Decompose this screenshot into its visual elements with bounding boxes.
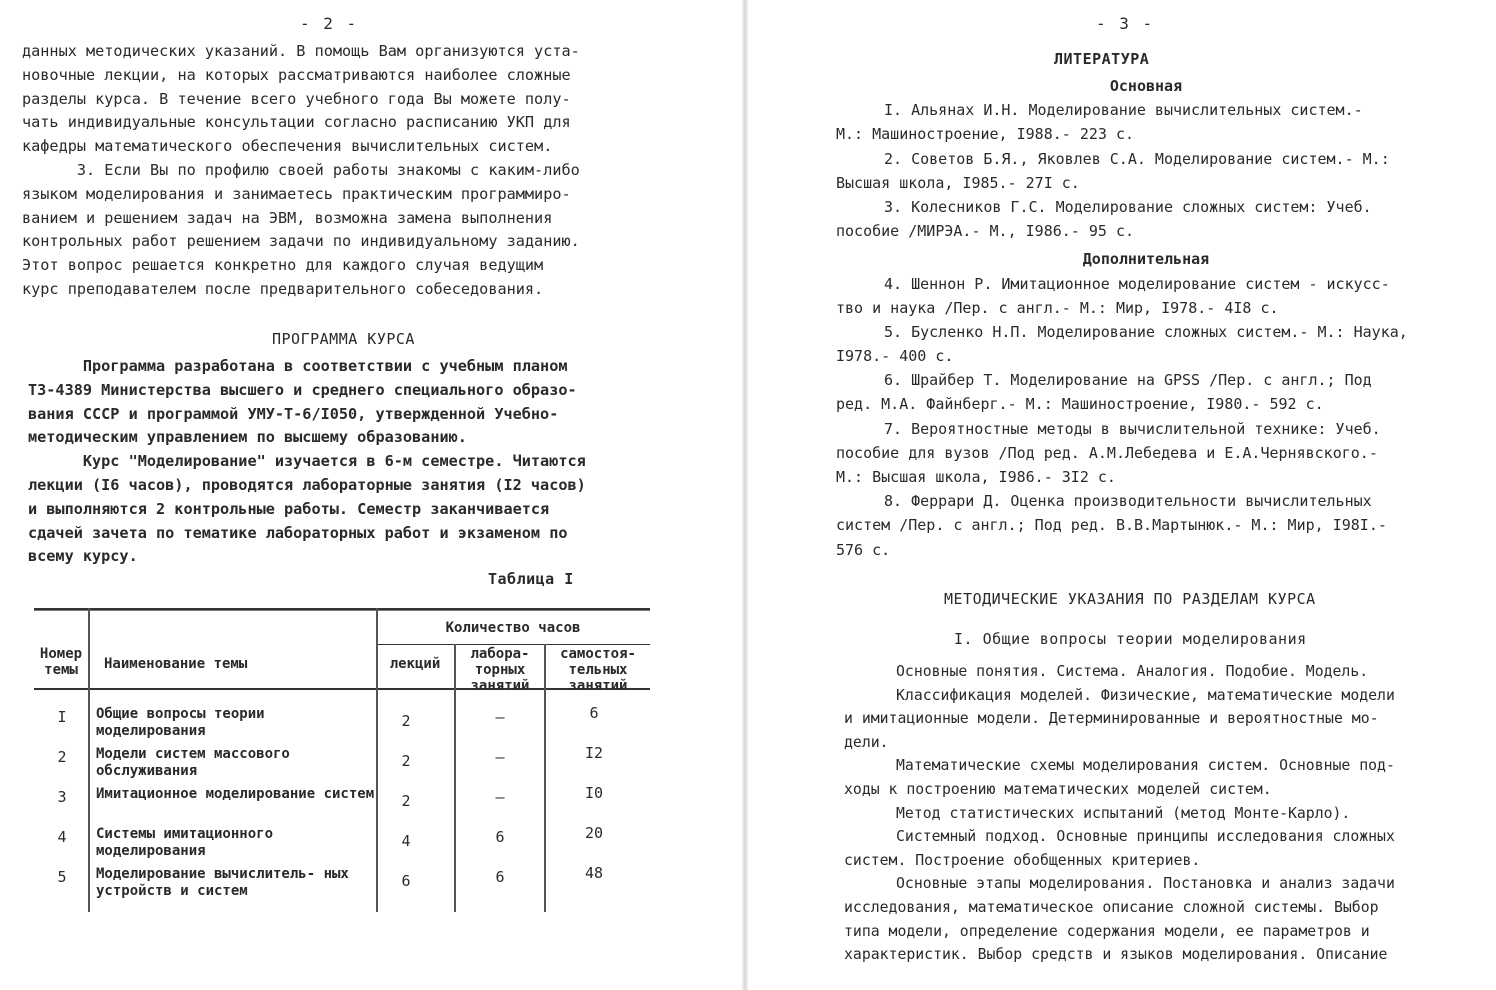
row-labs: – [495, 708, 505, 726]
table-subheader-rule [376, 644, 650, 645]
extra-refs-list [836, 272, 1456, 562]
row-lectures: 6 [401, 872, 411, 890]
text-line: вания СССР и программой УМУ-Т-6/I050, утвержденной Учебно- [28, 404, 559, 423]
method-line: типа модели, определение содержания модели, ее параметров и [844, 922, 1370, 940]
table-vline-4 [544, 644, 546, 912]
program-heading: ПРОГРАММА КУРСА [272, 330, 415, 348]
text-line: всему курсу. [28, 547, 138, 566]
row-lectures: 2 [401, 792, 411, 810]
row-lectures: 2 [401, 752, 411, 770]
table-vline-1 [88, 608, 90, 912]
row-lectures: 4 [401, 832, 411, 850]
reference-line: пособие /МИРЭА.- М., I986.- 95 с. [836, 222, 1135, 241]
text-line: контрольных работ решением задачи по индивидуальному заданию. [22, 232, 580, 251]
text-line: лекции (I6 часов), проводятся лабораторные занятия (I2 часов) [28, 475, 586, 494]
bibliography [836, 74, 1456, 562]
main-refs-list [836, 98, 1456, 243]
main-refs-heading: Основная [1109, 77, 1183, 95]
method-line: исследования, математическое описание сложной системы. Выбор [844, 898, 1379, 916]
reference-line: Высшая школа, I985.- 27I с. [836, 173, 1080, 192]
text-line: данных методических указаний. В помощь Вам организуются уста- [22, 42, 580, 60]
row-self: 6 [589, 704, 599, 722]
method-text [844, 660, 1395, 967]
header-labs: лабора- торных занятий [470, 646, 530, 694]
text-line: Программа разработана в соответствии с учебным планом [28, 357, 568, 375]
row-number: 5 [57, 868, 67, 886]
reference-line: тво и наука /Пер. с англ.- М.: Мир, I978.- 4I8 с. [836, 298, 1279, 317]
reference-first-line: I. Альянах И.Н. Моделирование вычислительных систем.- [884, 101, 1363, 120]
row-labs: 6 [495, 868, 505, 886]
text-line: языком моделирования и занимаетесь практическим программиро- [22, 184, 571, 203]
method-line: Математические схемы моделирования систем. Основные под- [896, 757, 1395, 775]
extra-refs-heading: Дополнительная [1082, 250, 1210, 269]
reference-first-line: 4. Шеннон Р. Имитационное моделирование систем - искусс- [884, 274, 1390, 293]
header-name: Наименование темы [104, 656, 248, 672]
text-line: курс преподавателем после предварительного собеседования. [22, 279, 544, 298]
header-hours: Количество часов [445, 620, 581, 636]
page-number-left: - 2 - [300, 14, 359, 33]
header-number: Номер темы [39, 646, 83, 678]
reference-line: М.: Высшая школа, I986.- 3I2 с. [836, 468, 1116, 486]
reference-first-line: 7. Вероятностные методы в вычислительной технике: Учеб. [884, 419, 1381, 438]
reference-first-line: 8. Феррари Д. Оценка производительности вычислительных [884, 492, 1372, 511]
row-name: Моделирование вычислитель- ных устройств и систем [96, 866, 349, 899]
method-line: ходы к построению математических моделей систем. [844, 780, 1272, 798]
header-self: самостоя- тельных занятий [560, 646, 636, 694]
method-heading: МЕТОДИЧЕСКИЕ УКАЗАНИЯ ПО РАЗДЕЛАМ КУРСА [944, 590, 1316, 608]
method-line: характеристик. Выбор средств и языков моделирования. Описание [844, 946, 1388, 964]
right-page [748, 0, 1496, 990]
table-vline-3 [454, 644, 456, 912]
course-table [34, 608, 650, 912]
header-lectures: лекций [389, 656, 441, 672]
text-line: чать индивидуальные консультации согласно расписанию УКП для [22, 113, 571, 132]
table-caption: Таблица I [488, 570, 574, 588]
text-line: и выполняются 2 контрольные работы. Семестр заканчивается [28, 499, 550, 518]
method-line: дели. [844, 733, 889, 751]
row-number: 4 [57, 828, 67, 846]
row-self: 48 [584, 864, 604, 882]
reference-line: пособие для вузов /Под ред. А.М.Лебедева и Е.А.Чернявского.- [836, 443, 1378, 462]
text-line: сдачей зачета по тематике лабораторных работ и экзаменом по [28, 523, 568, 542]
row-name: Системы имитационного моделирования [96, 826, 274, 859]
text-line: Курс "Моделирование" изучается в 6-м семестре. Читаются [28, 452, 586, 471]
text-line: методическим управлением по высшему образованию. [28, 428, 467, 447]
text-line: Этот вопрос решается конкретно для каждого случая ведущим [22, 256, 544, 275]
method-line: Основные понятия. Система. Аналогия. Подобие. Модель. [896, 663, 1369, 680]
row-name: Имитационное моделирование систем [96, 786, 375, 802]
table-top-rule-2 [34, 610, 650, 611]
literature-heading: ЛИТЕРАТУРА [1054, 50, 1150, 68]
left-page [0, 0, 742, 990]
page-number-right: - 3 - [1096, 14, 1155, 33]
reference-first-line: 5. Бусленко Н.П. Моделирование сложных систем.- М.: Наука, [884, 322, 1408, 341]
intro-text [22, 40, 580, 302]
reference-line: I978.- 400 с. [836, 347, 954, 366]
reference-line: М.: Машиностроение, I988.- 223 с. [836, 125, 1135, 144]
reference-first-line: 6. Шрайбер Т. Моделирование на GPSS /Пер. с англ.; Под [884, 371, 1372, 390]
reference-line: систем /Пер. с англ.; Под ред. В.В.Мартынюк.- М.: Мир, I98I.- [836, 516, 1387, 535]
text-line: 3. Если Вы по профилю своей работы знакомы с каким-либо [22, 160, 580, 179]
program-text [28, 355, 586, 569]
text-line: ТЗ-4389 Министерства высшего и среднего специального образо- [28, 380, 577, 399]
method-line: Классификация моделей. Физические, математические модели [896, 686, 1395, 704]
row-number: 2 [57, 748, 67, 766]
method-line: и имитационные модели. Детерминированные и вероятностные мо- [844, 710, 1379, 728]
row-name: Модели систем массового обслуживания [96, 746, 290, 779]
method-line: Основные этапы моделирования. Постановка и анализ задачи [896, 875, 1395, 893]
row-number: I [57, 708, 67, 726]
method-line: Метод статистических испытаний (метод Монте-Карло). [896, 804, 1351, 822]
row-labs: 6 [495, 828, 505, 846]
table-vline-2 [376, 608, 378, 912]
text-line: новочные лекции, на которых рассматриваются наиболее сложные [22, 65, 571, 84]
reference-line: ред. М.А. Файнберг.- М.: Машиностроение, I980.- 592 с. [836, 395, 1324, 414]
text-line: разделы курса. В течение всего учебного года Вы можете полу- [22, 89, 571, 108]
reference-first-line: 3. Колесников Г.С. Моделирование сложных систем: Учеб. [884, 197, 1372, 216]
row-self: I2 [584, 744, 604, 762]
section-heading: I. Общие вопросы теории моделирования [954, 630, 1307, 648]
text-line: кафедры математического обеспечения вычислительных систем. [22, 137, 553, 156]
row-self: I0 [584, 784, 604, 802]
row-labs: – [495, 788, 505, 806]
row-number: 3 [57, 788, 67, 806]
row-lectures: 2 [401, 712, 411, 730]
row-name: Общие вопросы теории моделирования [96, 706, 265, 739]
row-labs: – [495, 748, 505, 766]
method-line: систем. Построение обобщенных критериев. [844, 851, 1201, 869]
row-self: 20 [584, 824, 604, 842]
reference-first-line: 2. Советов Б.Я., Яковлев С.А. Моделирование систем.- М.: [884, 149, 1390, 168]
text-line: ванием и решением задач на ЭВМ, возможна замена выполнения [22, 208, 553, 227]
reference-line: 576 с. [836, 540, 891, 559]
method-line: Системный подход. Основные принципы исследования сложных [896, 828, 1395, 846]
